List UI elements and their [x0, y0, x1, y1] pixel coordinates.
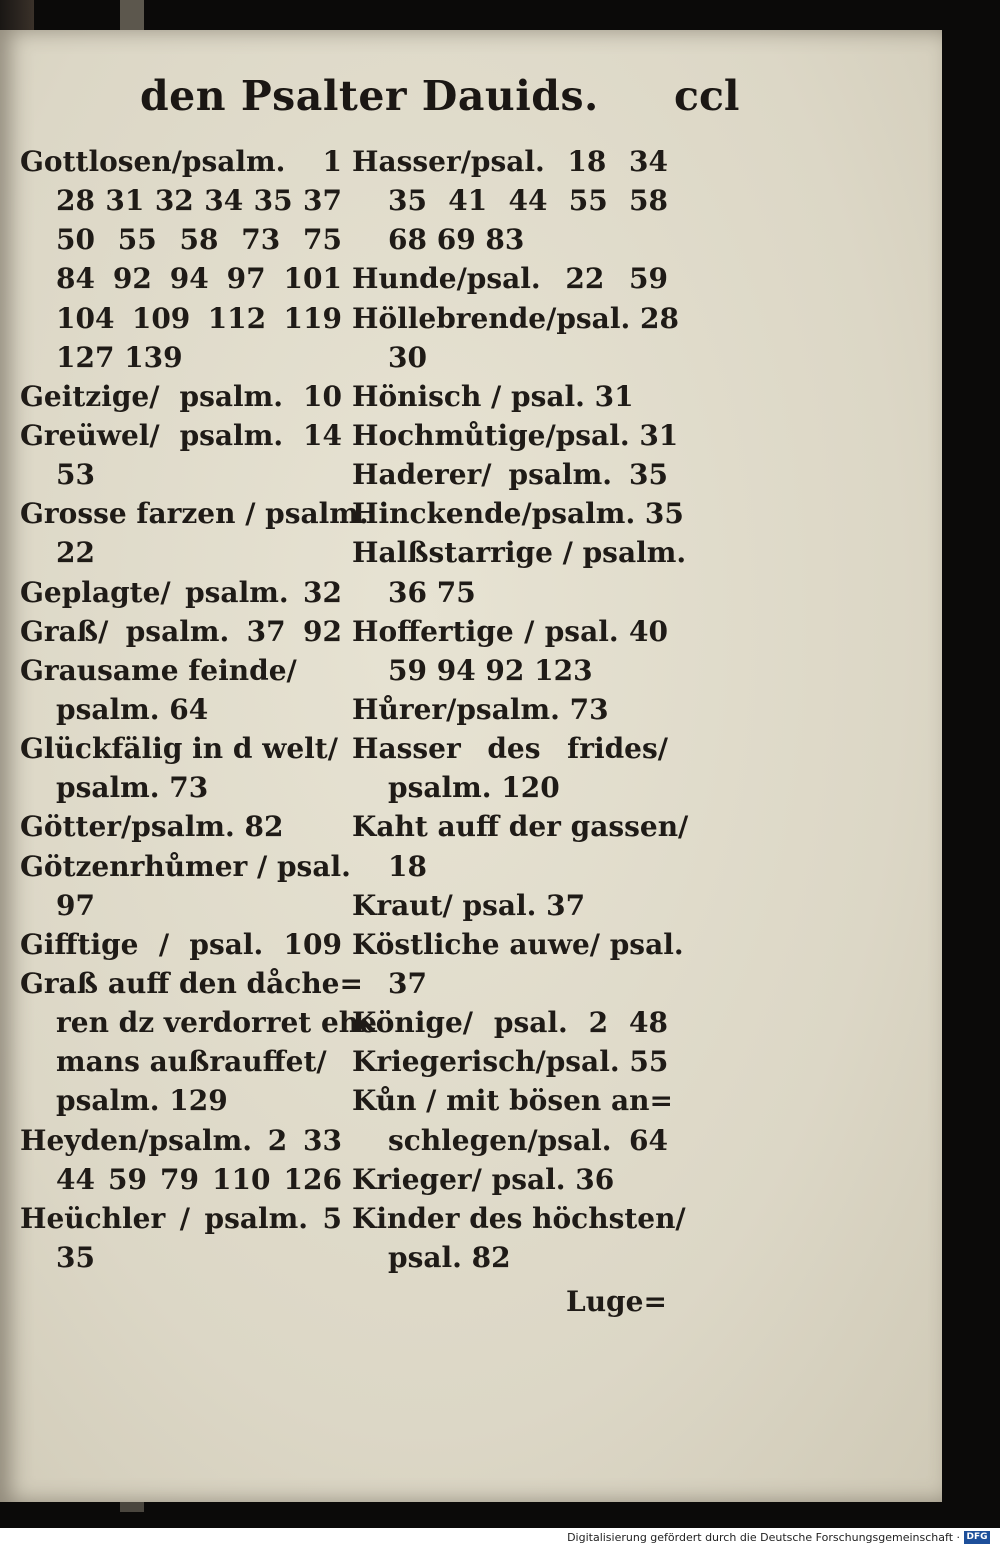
index-column-left	[20, 142, 377, 1277]
index-line: Götzenrhůmer / psal.	[20, 849, 351, 883]
index-line: ren dz verdorret ehe	[56, 1006, 377, 1040]
index-line: Gifftige / psal. 109	[20, 927, 342, 961]
index-line: Hasser/psal. 18 34	[352, 145, 668, 178]
index-line: Götter/psalm. 82	[20, 810, 284, 844]
index-line: Hunde/psal. 22 59	[352, 262, 668, 296]
dfg-logo: DFG	[964, 1531, 990, 1544]
index-column-right	[352, 142, 689, 1277]
index-line: Hinckende/psalm. 35	[352, 497, 684, 531]
catchword: Luge=	[566, 1285, 667, 1318]
index-line: Kinder des höchsten/	[352, 1201, 686, 1235]
index-line: Krieger/ psal. 36	[352, 1162, 615, 1196]
index-line: Hůrer/psalm. 73	[352, 692, 609, 726]
index-line: schlegen/psal. 64	[388, 1123, 668, 1157]
index-line: Geitzige/ psalm. 10	[20, 379, 342, 413]
index-line: Kůn / mit bösen an=	[352, 1084, 674, 1118]
index-line: 28 31 32 34 35 37	[56, 184, 342, 218]
index-line: 22	[56, 536, 95, 570]
index-line: 35	[56, 1240, 95, 1274]
index-line: Grosse farzen / psalm.	[20, 497, 369, 531]
index-line: 36 75	[388, 575, 476, 609]
index-line: 30	[388, 340, 427, 374]
index-line: 59 94 92 123	[388, 653, 593, 687]
index-line: Kraut/ psal. 37	[352, 888, 586, 922]
index-line: Heüchler / psalm. 5	[20, 1201, 342, 1235]
index-line: psalm. 64	[56, 692, 209, 726]
index-line: Hochmůtige/psal. 31	[352, 418, 679, 452]
index-line: 44 59 79 110 126	[56, 1162, 342, 1196]
page-edge-top	[120, 0, 144, 30]
index-line: Greüwel/ psalm. 14	[20, 418, 342, 452]
running-head: den Psalter Dauids.	[140, 72, 599, 120]
index-line: Gottlosen/psalm. 1	[20, 145, 342, 178]
index-line: 53	[56, 458, 95, 492]
index-line: 37	[388, 966, 427, 1000]
index-line: Graß/ psalm. 37 92	[20, 614, 342, 648]
index-line: Halßstarrige / psalm.	[352, 536, 687, 570]
index-line: psalm. 120	[388, 771, 560, 805]
index-line: 35 41 44 55 58	[388, 184, 668, 218]
index-line: Haderer/ psalm. 35	[352, 458, 668, 492]
index-line: Glückfälig in d welt/	[20, 732, 338, 766]
index-line: Geplagte/ psalm. 32	[20, 575, 342, 609]
index-line: Köstliche auwe/ psal.	[352, 927, 684, 961]
index-line: psalm. 73	[56, 771, 209, 805]
footer-credit: Digitalisierung gefördert durch die Deutsche Forschungsgemeinschaft ·	[567, 1531, 960, 1544]
index-line: Heyden/psalm. 2 33	[20, 1123, 342, 1157]
index-line: Könige/ psal. 2 48	[352, 1006, 668, 1040]
index-line: Kaht auff der gassen/	[352, 810, 689, 844]
index-line: Hönisch / psal. 31	[352, 379, 634, 413]
index-line: 84 92 94 97 101	[56, 262, 342, 296]
index-line: 68 69 83	[388, 223, 525, 257]
index-line: psalm. 129	[56, 1084, 228, 1118]
index-line: Graß auff den dåche=	[20, 966, 363, 1000]
folio-number: ccl	[674, 72, 740, 120]
index-line: 127 139	[56, 340, 183, 374]
digitization-footer	[0, 1528, 1000, 1548]
index-line: Hasser des frides/	[352, 732, 668, 766]
index-line: 104 109 112 119	[56, 301, 342, 335]
index-line: Kriegerisch/psal. 55	[352, 1045, 669, 1079]
index-line: Höllebrende/psal. 28	[352, 301, 679, 335]
index-line: 97	[56, 888, 95, 922]
index-line: 18	[388, 849, 427, 883]
index-line: psal. 82	[388, 1240, 511, 1274]
index-line: Grausame feinde/	[20, 653, 297, 687]
index-line: mans außrauffet/	[56, 1045, 327, 1079]
index-line: Hoffertige / psal. 40	[352, 614, 668, 648]
index-line: 50 55 58 73 75	[56, 223, 342, 257]
